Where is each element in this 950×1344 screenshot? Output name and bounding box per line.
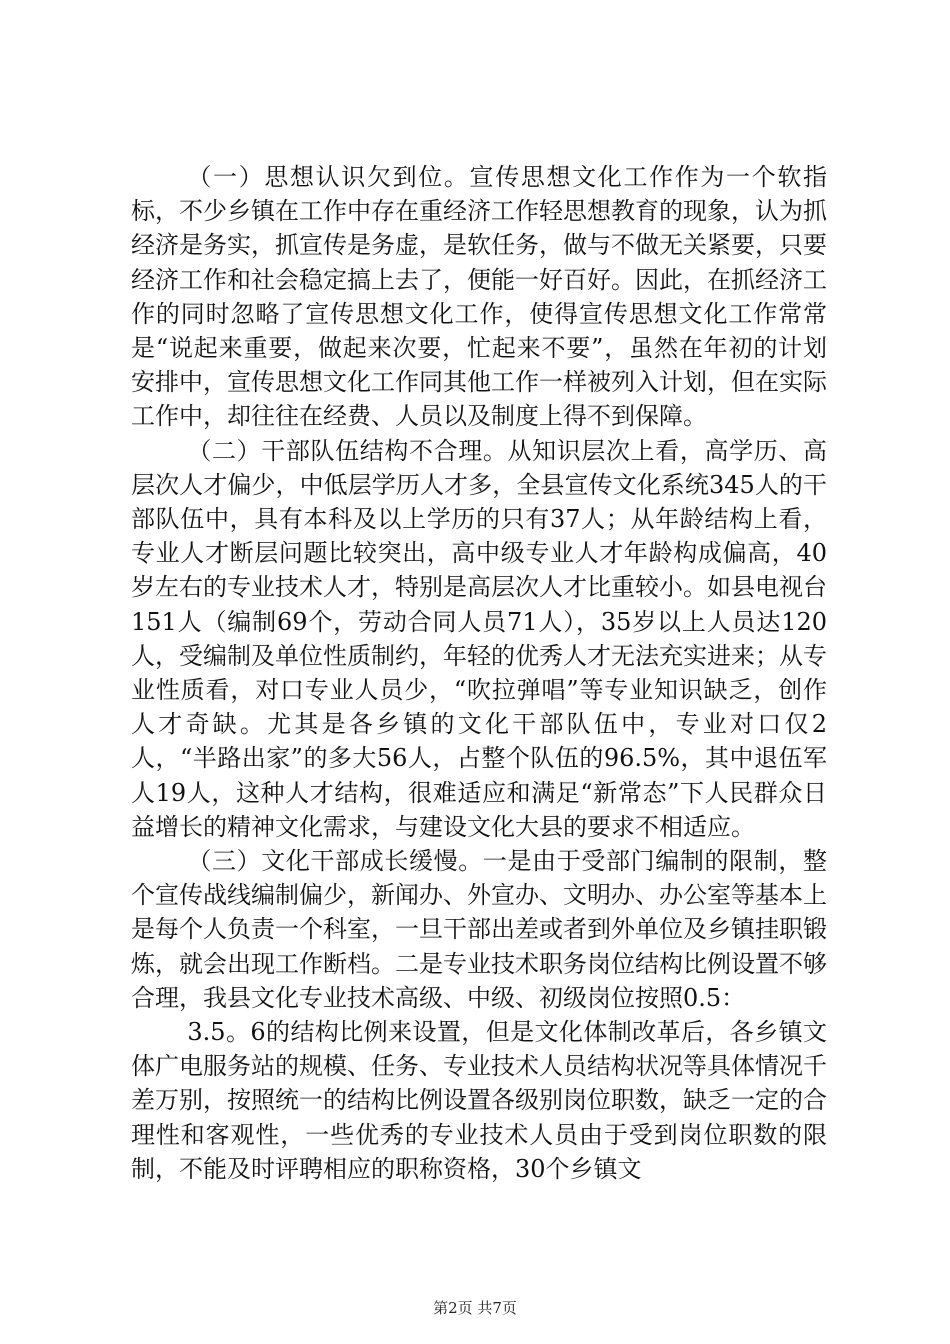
paragraph-3: （三）文化干部成长缓慢。一是由于受部门编制的限制，整个宣传战线编制偏少，新闻办、外宣办、文明办、办公室等基本上是每个人负责一个科室，一旦干部出差或者到外单位及乡镇挂职锻炼，就会出现工作断档。二是专业技术职务岗位结构比例设置不够合理，我县文化专业技术高级、中级、初级岗位按照0.5：: [131, 847, 827, 1012]
page-number-footer: 第2页 共7页: [433, 1299, 517, 1317]
paragraph-4: 3.5。6的结构比例来设置，但是文化体制改革后，各乡镇文体广电服务站的规模、任务、专业技术人员结构状况等具体情况千差万别，按照统一的结构比例设置各级别岗位职数，缺乏一定的合理性和客观性，一些优秀的专业技术人员由于受到岗位职数的限制，不能及时评聘相应的职称资格，30个乡镇文: [131, 1018, 827, 1183]
paragraph-2: （二）干部队伍结构不合理。从知识层次上看，高学历、高层次人才偏少，中低层学历人才多，全县宣传文化系统345人的干部队伍中，具有本科及以上学历的只有37人；从年龄结构上看，专业人才断层问题比较突出，高中级专业人才年龄构成偏高，40岁左右的专业技术人才，特别是高层次人才比重较小。如县电视台151人（编制69个，劳动合同人员71人），35岁以上人员达120人，受编制及单位性质制约，年轻的优秀人才无法充实进来；从专业性质看，对口专业人员少，“吹拉弹唱”等专业知识缺乏，创作人才奇缺。尤其是各乡镇的文化干部队伍中，专业对口仅2人，“半路出家”的多大56人，占整个队伍的96.5%，其中退伍军人19人，这种人才结构，很难适应和满足“新常态”下人民群众日益增长的精神文化需求，与建设文化大县的要求不相适应。: [131, 436, 827, 841]
paragraph-1: （一）思想认识欠到位。宣传思想文化工作作为一个软指标，不少乡镇在工作中存在重经济工作轻思想教育的现象，认为抓经济是务实，抓宣传是务虚，是软任务，做与不做无关紧要，只要经济工作和社会稳定搞上去了，便能一好百好。因此，在抓经济工作的同时忽略了宣传思想文化工作，使得宣传思想文化工作常常是“说起来重要，做起来次要，忙起来不要”，虽然在年初的计划安排中，宣传思想文化工作同其他工作一样被列入计划，但在实际工作中，却往往在经费、人员以及制度上得不到保障。: [131, 163, 827, 431]
document-body: [131, 160, 827, 1186]
